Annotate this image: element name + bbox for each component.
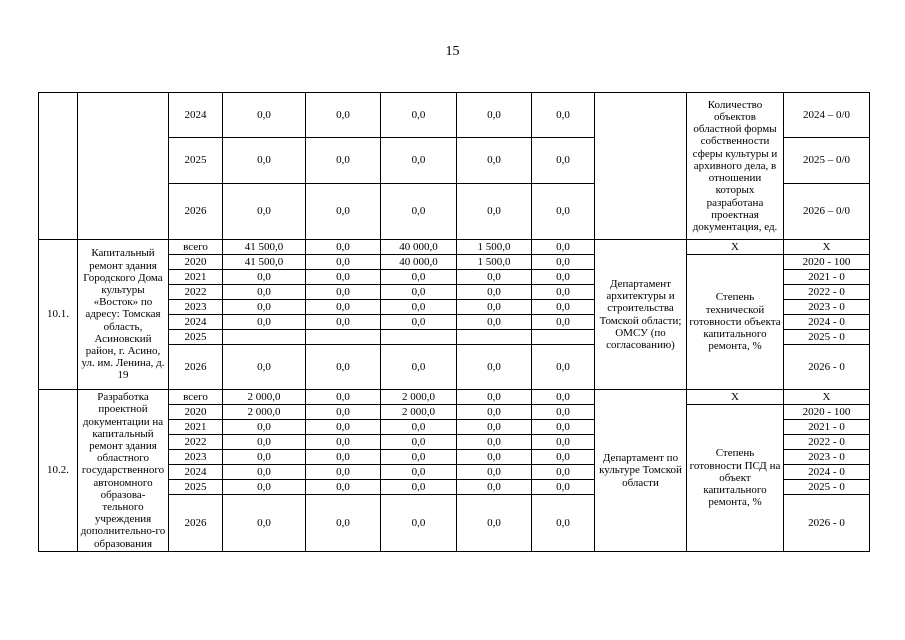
year-cell: 2020	[169, 255, 223, 270]
value-cell: 0,0	[532, 405, 595, 420]
value-cell: 2 000,0	[223, 390, 306, 405]
value-cell: 0,0	[306, 315, 381, 330]
value-cell: 0,0	[457, 93, 532, 138]
value-cell: 0,0	[457, 285, 532, 300]
target-cell: 2026 – 0/0	[784, 184, 870, 240]
indicator-x-cell: Х	[687, 390, 784, 405]
value-cell: 0,0	[457, 300, 532, 315]
year-cell: 2026	[169, 184, 223, 240]
value-cell: 0,0	[457, 390, 532, 405]
value-cell: 0,0	[223, 300, 306, 315]
value-cell: 0,0	[223, 465, 306, 480]
indicator-cell: Количество объектов областной формы собственности сферы культуры и архивного дела, в отношении которых разработана проектная документация, ед.	[687, 93, 784, 240]
value-cell: 0,0	[457, 184, 532, 240]
target-cell: 2025 – 0/0	[784, 138, 870, 184]
value-cell: 0,0	[532, 465, 595, 480]
target-cell: 2024 – 0/0	[784, 93, 870, 138]
value-cell: 0,0	[306, 285, 381, 300]
value-cell: 0,0	[381, 495, 457, 552]
value-cell: 0,0	[306, 450, 381, 465]
value-cell: 0,0	[223, 420, 306, 435]
year-cell: 2026	[169, 345, 223, 390]
value-cell: 0,0	[381, 465, 457, 480]
value-cell: 0,0	[223, 270, 306, 285]
value-cell: 0,0	[381, 93, 457, 138]
value-cell: 0,0	[457, 138, 532, 184]
value-cell-empty	[457, 330, 532, 345]
value-cell: 0,0	[306, 270, 381, 285]
table-row	[39, 240, 870, 255]
value-cell: 0,0	[223, 495, 306, 552]
value-cell: 0,0	[532, 390, 595, 405]
value-cell: 0,0	[532, 240, 595, 255]
year-cell: 2021	[169, 270, 223, 285]
year-cell: 2023	[169, 450, 223, 465]
value-cell: 0,0	[223, 345, 306, 390]
value-cell: 2 000,0	[381, 405, 457, 420]
item-name: Капитальный ремонт здания Городского Дома культуры «Восток» по адресу: Томская область, Асиновский район, г. Асино, ул. им. Ленина, д. 19	[78, 240, 169, 390]
table-row	[39, 93, 870, 138]
value-cell: 40 000,0	[381, 240, 457, 255]
value-cell: 0,0	[381, 345, 457, 390]
value-cell: 0,0	[381, 270, 457, 285]
target-cell: 2022 - 0	[784, 435, 870, 450]
year-cell: 2024	[169, 465, 223, 480]
number-cell-empty	[39, 93, 78, 240]
value-cell: 0,0	[306, 345, 381, 390]
value-cell: 0,0	[381, 138, 457, 184]
value-cell: 0,0	[306, 255, 381, 270]
value-cell: 0,0	[223, 93, 306, 138]
value-cell: 0,0	[223, 315, 306, 330]
value-cell: 0,0	[306, 435, 381, 450]
value-cell-empty	[306, 330, 381, 345]
value-cell: 0,0	[457, 450, 532, 465]
value-cell: 0,0	[457, 315, 532, 330]
value-cell: 0,0	[532, 420, 595, 435]
value-cell: 0,0	[381, 450, 457, 465]
value-cell-empty	[532, 330, 595, 345]
value-cell: 2 000,0	[223, 405, 306, 420]
value-cell-empty	[381, 330, 457, 345]
indicator-cell: Степень технической готовности объекта капитального ремонта, %	[687, 255, 784, 390]
value-cell: 0,0	[306, 138, 381, 184]
value-cell: 0,0	[381, 435, 457, 450]
value-cell: 1 500,0	[457, 240, 532, 255]
year-cell: 2025	[169, 138, 223, 184]
value-cell: 0,0	[532, 450, 595, 465]
target-cell: Х	[784, 390, 870, 405]
value-cell: 0,0	[532, 255, 595, 270]
value-cell: 0,0	[381, 184, 457, 240]
value-cell: 0,0	[457, 270, 532, 285]
value-cell: 0,0	[381, 315, 457, 330]
value-cell: 0,0	[457, 420, 532, 435]
value-cell: 0,0	[457, 345, 532, 390]
value-cell: 0,0	[532, 435, 595, 450]
year-cell: всего	[169, 390, 223, 405]
target-cell: 2024 - 0	[784, 315, 870, 330]
indicator-x-cell: Х	[687, 240, 784, 255]
target-cell: 2023 - 0	[784, 450, 870, 465]
value-cell: 0,0	[532, 300, 595, 315]
value-cell: 0,0	[223, 184, 306, 240]
value-cell: 41 500,0	[223, 255, 306, 270]
target-cell: 2020 - 100	[784, 405, 870, 420]
target-cell: 2026 - 0	[784, 345, 870, 390]
value-cell: 0,0	[306, 240, 381, 255]
target-cell: 2025 - 0	[784, 330, 870, 345]
target-cell: 2020 - 100	[784, 255, 870, 270]
value-cell: 1 500,0	[457, 255, 532, 270]
value-cell: 0,0	[381, 285, 457, 300]
value-cell: 0,0	[223, 435, 306, 450]
value-cell: 0,0	[532, 285, 595, 300]
value-cell: 2 000,0	[381, 390, 457, 405]
value-cell: 0,0	[532, 270, 595, 285]
value-cell: 0,0	[306, 390, 381, 405]
value-cell: 0,0	[532, 184, 595, 240]
page-number: 15	[445, 44, 460, 59]
value-cell: 0,0	[306, 300, 381, 315]
value-cell: 0,0	[306, 465, 381, 480]
item-number: 10.2.	[39, 390, 78, 552]
year-cell: 2022	[169, 285, 223, 300]
value-cell: 41 500,0	[223, 240, 306, 255]
value-cell: 0,0	[306, 93, 381, 138]
value-cell: 0,0	[306, 405, 381, 420]
item-name: Разработка проектной документации на капитальный ремонт здания областного государственного автономного образова-тельного учреждения дополнительно-го образования	[78, 390, 169, 552]
year-cell: всего	[169, 240, 223, 255]
value-cell: 0,0	[457, 465, 532, 480]
year-cell: 2026	[169, 495, 223, 552]
year-cell: 2020	[169, 405, 223, 420]
executor-cell: Департамент архитектуры и строительства Томской области; ОМСУ (по согласованию)	[595, 240, 687, 390]
value-cell: 0,0	[532, 93, 595, 138]
year-cell: 2024	[169, 93, 223, 138]
target-cell: 2022 - 0	[784, 285, 870, 300]
target-cell: 2021 - 0	[784, 420, 870, 435]
year-cell: 2023	[169, 300, 223, 315]
year-cell: 2025	[169, 330, 223, 345]
value-cell: 0,0	[223, 285, 306, 300]
value-cell-empty	[223, 330, 306, 345]
year-cell: 2025	[169, 480, 223, 495]
target-cell: 2023 - 0	[784, 300, 870, 315]
value-cell: 0,0	[532, 315, 595, 330]
value-cell: 0,0	[532, 138, 595, 184]
table-row	[39, 390, 870, 405]
value-cell: 0,0	[306, 420, 381, 435]
year-cell: 2021	[169, 420, 223, 435]
executor-cell-empty	[595, 93, 687, 240]
indicator-cell: Степень готовности ПСД на объект капитального ремонта, %	[687, 405, 784, 552]
program-table	[38, 92, 870, 552]
value-cell: 0,0	[457, 495, 532, 552]
target-cell: 2024 - 0	[784, 465, 870, 480]
value-cell: 0,0	[223, 480, 306, 495]
target-cell: 2021 - 0	[784, 270, 870, 285]
item-number: 10.1.	[39, 240, 78, 390]
value-cell: 0,0	[457, 405, 532, 420]
value-cell: 0,0	[306, 495, 381, 552]
target-cell: 2026 - 0	[784, 495, 870, 552]
value-cell: 0,0	[306, 184, 381, 240]
value-cell: 0,0	[457, 480, 532, 495]
value-cell: 0,0	[223, 138, 306, 184]
target-cell: Х	[784, 240, 870, 255]
value-cell: 0,0	[457, 435, 532, 450]
value-cell: 0,0	[532, 480, 595, 495]
target-cell: 2025 - 0	[784, 480, 870, 495]
name-cell-empty	[78, 93, 169, 240]
value-cell: 40 000,0	[381, 255, 457, 270]
value-cell: 0,0	[381, 480, 457, 495]
value-cell: 0,0	[381, 300, 457, 315]
value-cell: 0,0	[223, 450, 306, 465]
year-cell: 2024	[169, 315, 223, 330]
value-cell: 0,0	[306, 480, 381, 495]
value-cell: 0,0	[381, 420, 457, 435]
value-cell: 0,0	[532, 345, 595, 390]
executor-cell: Департамент по культуре Томской области	[595, 390, 687, 552]
value-cell: 0,0	[532, 495, 595, 552]
year-cell: 2022	[169, 435, 223, 450]
